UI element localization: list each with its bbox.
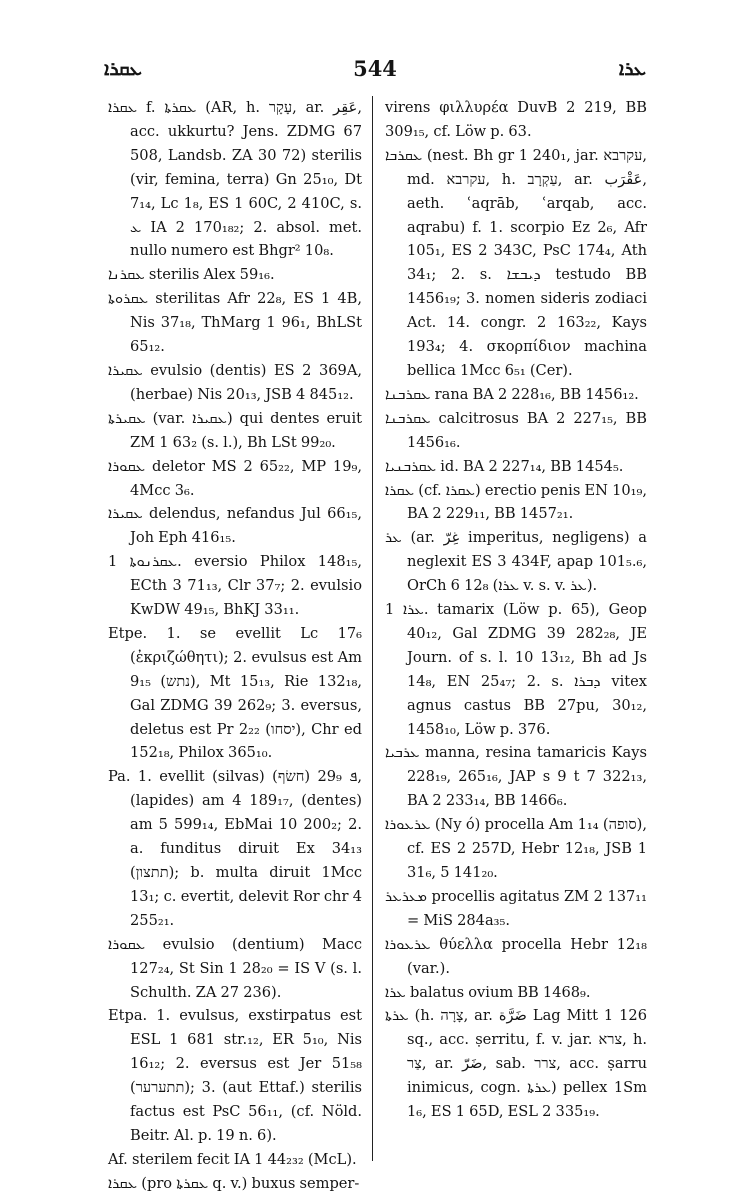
dictionary-entry: Pa. 1. evellit (silvas) ܦ 29₉ (חשׂף), (lapides) am 4 189₁₇, (dentes) am 5 599₁₄, EbMai 10 200₂; 2. a. funditus diruit Ex 34₁₃ (תתצון); b. multa diruit 1Mcc 13₁; c. evertit, delevit Ror chr 4 255₂₁. (108, 768, 362, 929)
dictionary-entry: ܥܩܪܢܐ sterilis Alex 59₁₆. (108, 266, 275, 284)
dictionary-entry: ܥܩܪܒܢܝܐ id. BA 2 227₁₄, BB 1454₅. (385, 457, 624, 475)
dictionary-entry: Etpe. 1. se evellit Lc 17₆ (ἐκριζώθητι); 2. evulsus est Am 9₁₅ (נתש), Mt 15₁₃, Rie 132₁₈, Gal ZDMG 39 262₉; 3. eversus, deletus est Pr 2₂₂ (יסחו), Chr ed 152₁₈, Philox 365₁₀. (108, 624, 362, 762)
dictionary-entry: ܥܩܪܒܢܐ calcitrosus BA 2 227₁₅, BB 1456₁₆. (385, 409, 647, 451)
page-header (0, 56, 750, 86)
dictionary-entry: ܥܩܝܪܐ delendus, nefandus Jul 66₁₅, Joh Eph 416₁₅. (108, 505, 362, 547)
dictionary-entry: ܥܩܪܐ (pro ܥܩܪܬܐ q. v.) buxus semper- (108, 1174, 360, 1192)
dictionary-entry: ܥܩܪܢܘܬܐ 1. eversio Philox 148₁₅, ECth 3 71₁₃, Clr 37₇; 2. evulsio KwDW 49₁₅, BhKJ 33₁₁. (108, 553, 362, 619)
dictionary-entry: ܥܪܐ balatus ovium BB 1468₉. (385, 983, 591, 1001)
dictionary-entry: ܥܩܘܪܐ evulsio (dentium) Macc 127₂₄, St Sin 1 28₂₀ = IS V (s. l. Schulth. ZA 27 236). (108, 935, 362, 1001)
dictionary-entry: ܥܩܝܪܬܐ (var. ܥܩܝܪܐ) qui dentes eruit ZM 1 63₂ (s. l.), Bh LSt 99₂₀. (108, 409, 362, 451)
dictionary-entry: ܥܩܪܘܬܐ sterilitas Afr 22₈, ES 1 4B, Nis 37₁₈, ThMarg 1 96₁, BhLSt 65₁₂. (108, 290, 362, 356)
dictionary-entry: Af. sterilem fecit IA 1 44₂₃₂ (McL). (108, 1150, 357, 1168)
dictionary-entry: ܥܩܘܪܐ deletor MS 2 65₂₂, MP 19₉, 4Mcc 3₆. (108, 457, 362, 499)
dictionary-entry: ܥܩܪܒܢܐ rana BA 2 228₁₆, BB 1456₁₂. (385, 385, 639, 403)
dictionary-entry: ܥܩܝܪܐ evulsio (dentis) ES 2 369A, (herbae) Nis 20₁₃, JSB 4 845₁₂. (108, 361, 362, 403)
column-divider (372, 96, 373, 1161)
dictionary-entry: ܡܥܪܥܪ procellis agitatus ZM 2 137₁₁ = MiS 284a₃₅. (385, 887, 647, 929)
running-headword-left: ܥܩܪܐ (104, 58, 142, 80)
dictionary-entry: ܥܩܪܐ f. ܥܩܪܬܐ (AR, h. עָקָר, ar. عَقِر, acc. ukkurtu? Jens. ZDMG 67 508, Landsb. ZA 30 72) sterilis (vir, femina, terra) Gn 25₁₀, Dt 7₁₄, Lc 1₈, ES 1 60C, 2 410C, s. ܥ IA 2 170₁₈₂; 2. absol. met. nullo numero est Bhgr² 10₈. (108, 99, 362, 260)
running-headword-right: ܥܪܐ (618, 58, 646, 80)
dictionary-entry: ܥܩܪܐ (cf. ܥܩܪܐ) erectio penis EN 10₁₉, BA 2 229₁₁, BB 1457₂₁. (385, 481, 647, 523)
dictionary-entry: ܥܪܥܘܪܐ (Ny ó) procella Am 1₁₄ (סופה), cf. ES 2 257D, Hebr 12₁₈, JSB 1 31₆, 5 141₂₀. (385, 816, 647, 881)
dictionary-entry: ܥܪܐ 1. tamarix (Löw p. 65), Geop 40₁₂, Gal ZDMG 39 282₂₈, JE Journ. of s. l. 10 13₁₂, Bh ad Js 14₈, EN 25₄₇; 2. s. ܕܒܪܐ vitex agnus castus BB 27pu, 30₁₂, 1458₁₀, Löw p. 376. (385, 601, 647, 738)
dictionary-entry: ܥܪܒܝܐ manna, resina tamaricis Kays 228₁₉, 265₁₆, JAP s 9 t 7 322₁₃, BA 2 233₁₄, BB 1466₆. (385, 744, 647, 810)
dictionary-entry: ܥܩܪܒܐ (nest. Bh gr 1 240₁, jar. עקרבא, md. עקרבא, h. עַקְרָב, ar. عَقْرَب, aeth. ʿaqrāb, ʿarqab, acc. aqrabu) f. 1. scorpio Ez 2₆, Afr 105₁, ES 2 343C, PsC 174₄, Ath 34₁; 2. s. ܕܝܒܫܐ testudo BB 1456₁₉; 3. nomen sideris zodiaci Act. 14. congr. 2 163₂₂, Kays 193₄; 4. σκορπίδιον machina bellica 1Mcc 6₅₁ (Cer). (385, 146, 648, 379)
dictionary-entry: ܥܪܬܐ (h. צָרָה, ar. ضَرَّة Lag Mitt 1 126 sq., acc. ṣerritu, f. v. jar. צרא, h. צַר, ar. ضَرّ, sab. צרר, acc. ṣarru inimicus, cogn. ܥܪܬܐ) pellex 1Sm 1₆, ES 1 65D, ESL 2 335₁₉. (385, 1007, 647, 1121)
left-column (108, 96, 362, 1196)
right-column (385, 96, 647, 1124)
dictionary-entry: Etpa. 1. evulsus, exstirpatus est ESL 1 681 str.₁₂, ER 5₁₀, Nis 16₁₂; 2. eversus est Jer 51₅₈ (תתערער); 3. (aut Ettaf.) sterilis factus est PsC 56₁₁, (cf. Nöld. Beitr. Al. p. 19 n. 6). (108, 1007, 362, 1144)
dictionary-entry: ܥܪ (ar. غِرّ imperitus, negligens) a neglexit ES 3 434F, apap 101₅.₆, OrCh 6 12₈ (ܥܪܐ v. s. v. ܥܪ). (385, 529, 647, 595)
page-number: 544 (353, 56, 397, 81)
dictionary-entry: virens φιλλυρέα DuvB 2 219, BB 309₁₅, cf. Löw p. 63. (385, 99, 647, 140)
dictionary-entry: ܥܪܥܘܪܐ θύελλα procella Hebr 12₁₈ (var.). (385, 935, 647, 977)
